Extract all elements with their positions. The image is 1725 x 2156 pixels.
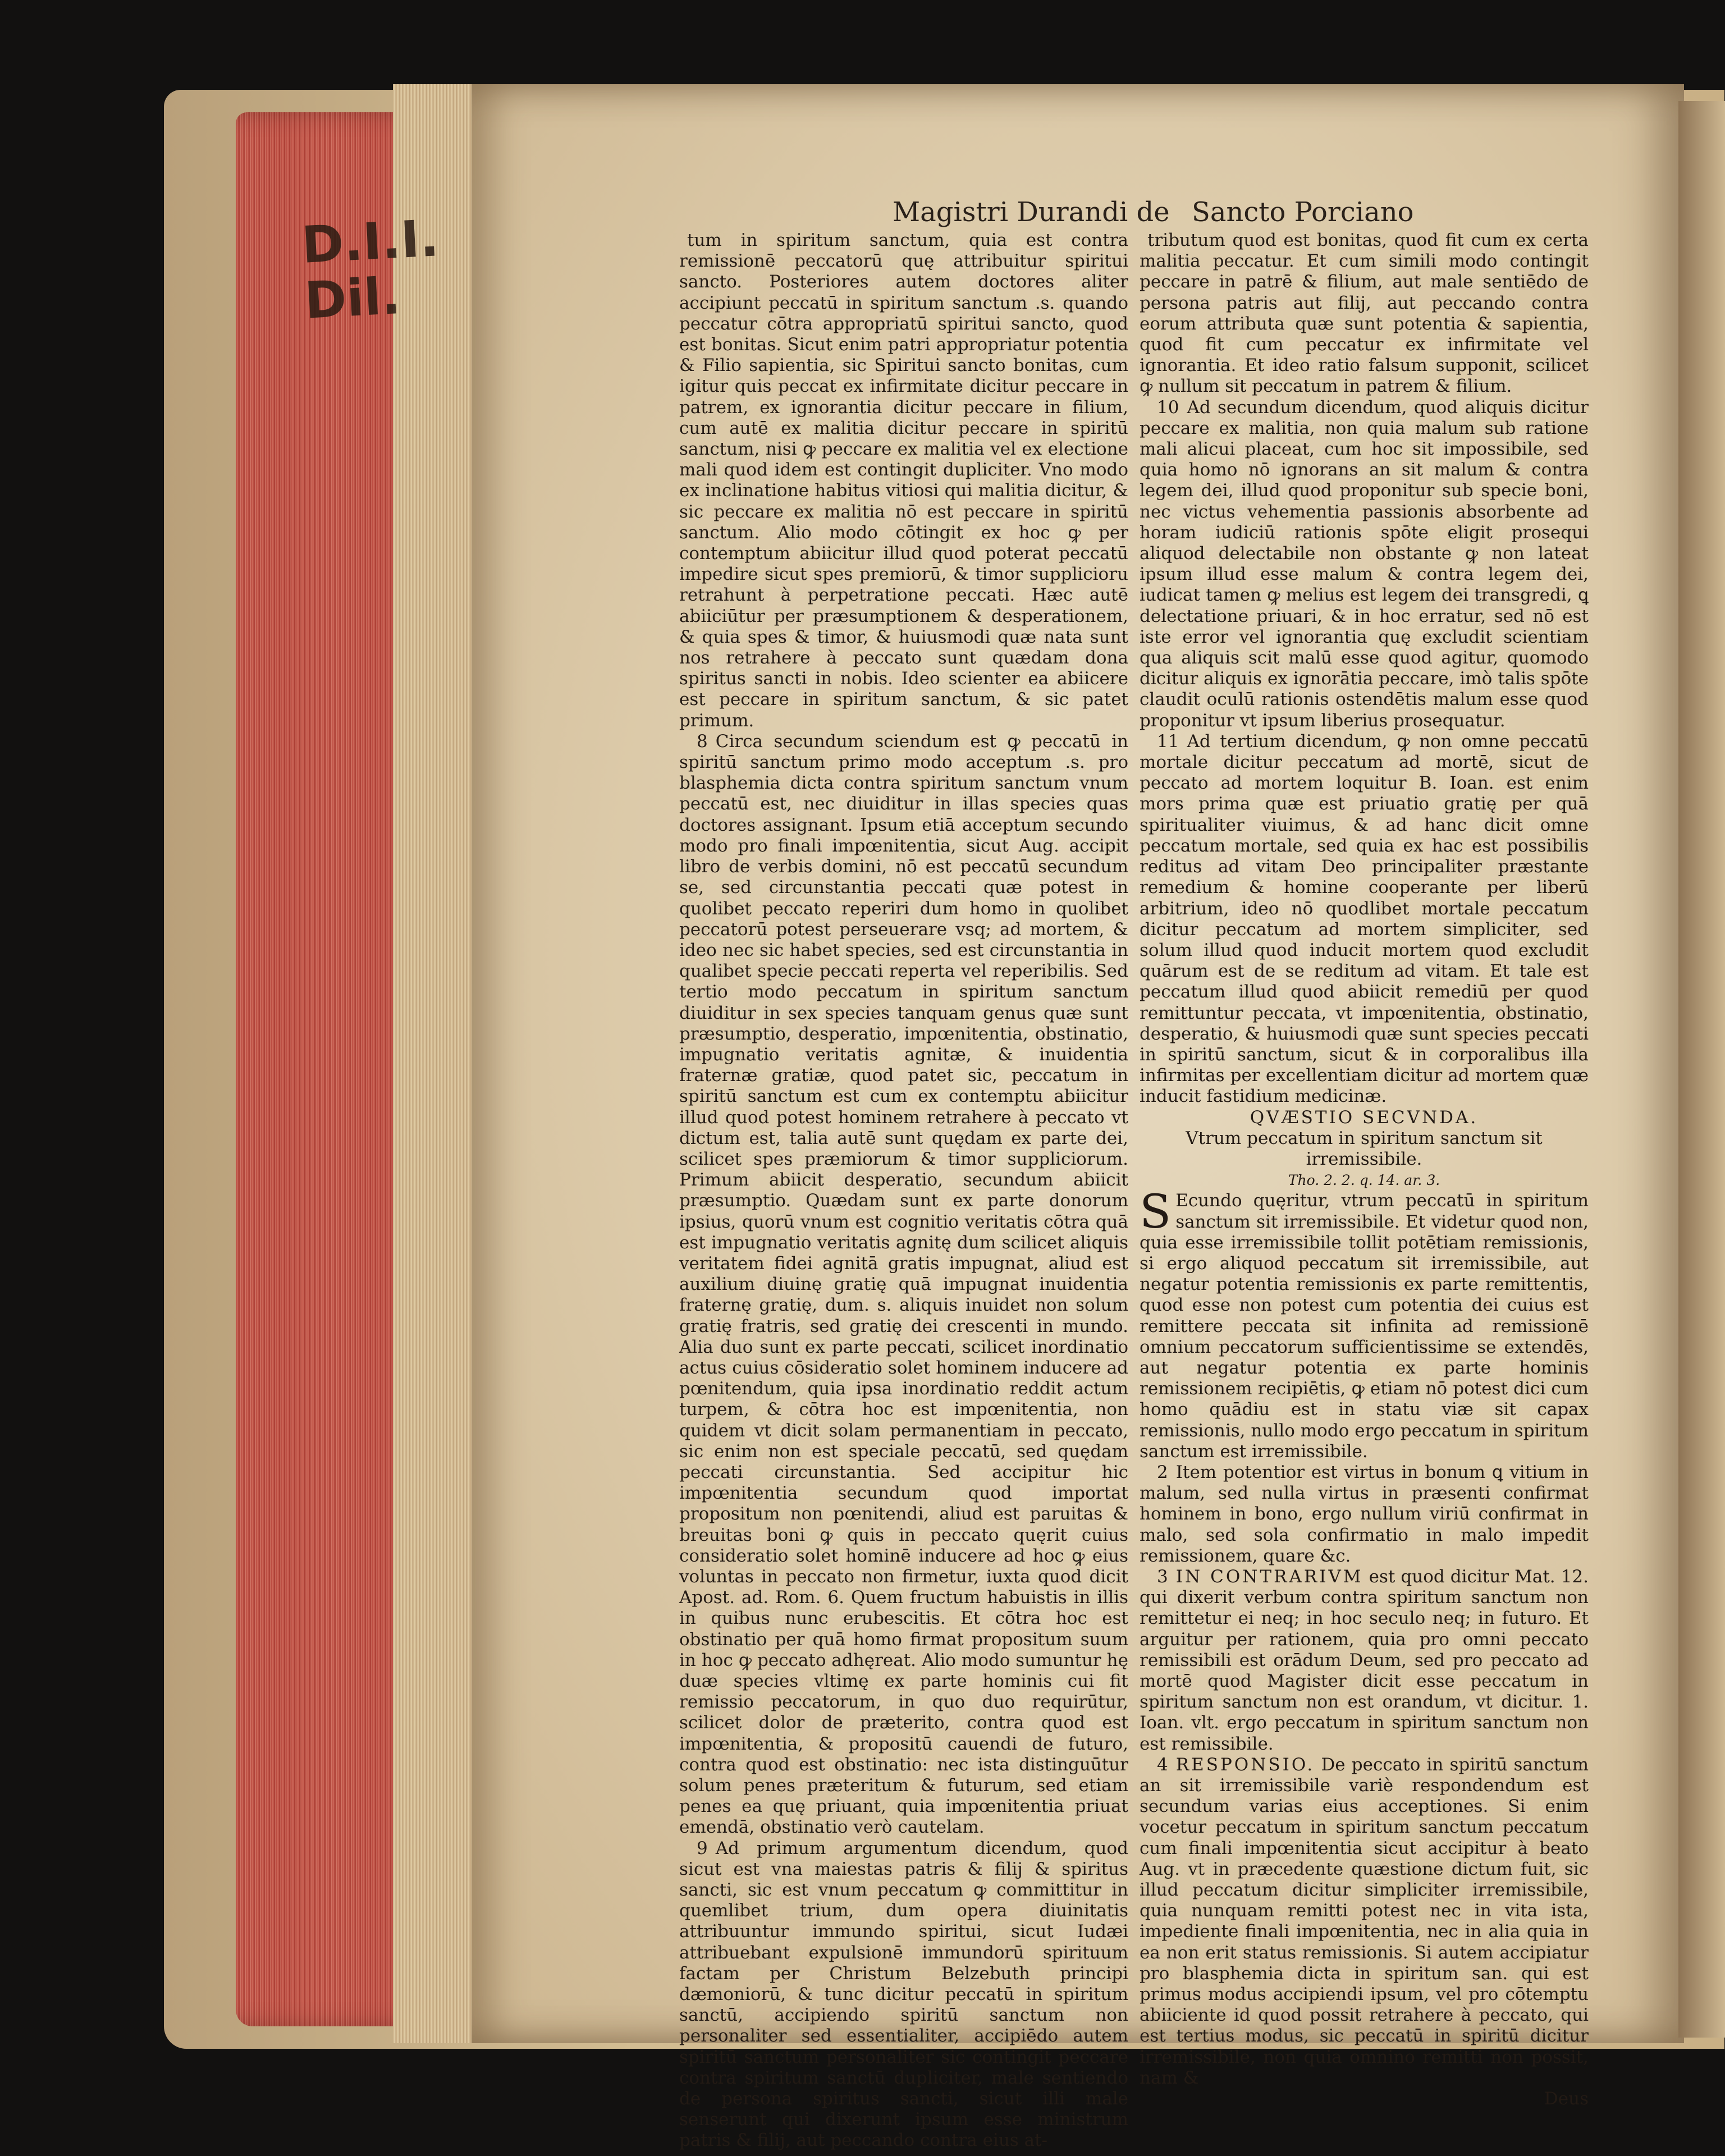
paragraph xyxy=(1140,1462,1589,1567)
handwritten-inscription: D.I.I. Dil. xyxy=(300,209,441,331)
catchword: Deus xyxy=(1544,2089,1589,2109)
paragraph-lead: RESPONSIO. xyxy=(1175,1754,1315,1775)
drop-cap: S xyxy=(1140,1185,1172,1239)
running-head-right: Sancto Porciano xyxy=(1191,196,1414,228)
paragraph xyxy=(1140,230,1589,397)
paragraph-text: Item potentior est virtus in bonum ꝗ vitium in malum, sed nulla virtus in præsenti confirmat hominem in bono, ergo nullum viriū confirmat in malo, sed sola confirmatio in malo impedit remissionem, quare &c. xyxy=(1140,1462,1589,1566)
paragraph-text: Ad tertium dicendum, ꝙ non omne peccatū mortale dicitur peccatum ad mortē, sicut de peccato ad mortem loquitur B. Ioan. est enim mors prima quæ est priuatio gratię per quā spiritualiter viuimus, & ad hanc dicit omne peccatum mortale, sed quia ex hac est possibilis reditus ad vitam Deo principaliter præstante remedium & homine cooperante per liberū arbitrium, ideo nō quodlibet mortale peccatum dicitur peccatum ad mortem simpliciter, sed solum illud quod inducit mortem quod excludit quārum est de se reditum ad vitam. Et tale est peccatum illud quod abiicit remediū per quod remittuntur peccata, vt impœnitentia, obstinatio, desperatio, & huiusmodi quæ sunt species peccati in spiritū sanctum, sicut & in corporalibus illa infirmitas per excellentiam dicitur ad mortem quæ inducit fastidium medicinæ. xyxy=(1140,731,1589,1107)
facing-page-edge xyxy=(1678,101,1725,2038)
page-edges xyxy=(393,84,483,2043)
running-head xyxy=(893,196,1414,228)
paragraph-number: 4 xyxy=(1157,1754,1168,1775)
paragraph xyxy=(679,731,1128,1838)
paragraph-text: Ad secundum dicendum, quod aliquis dicitur peccare ex malitia, non quia malum sub ratione mali alicui placeat, cum hoc sit impossibile, sed quia homo nō ignorans an sit malum & contra legem dei, illud quod proponitur sub specie boni, nec victus vehementia passionis absorbente ad horam iudiciū rationis spōte eligit prosequi aliquod delectabile non obstante ꝙ non lateat ipsum illud esse malum & contra legem dei, iudicat tamen ꝙ melius est legem dei transgredi, ꝗ delectatione priuari, & in hoc erratur, sed nō est iste error vel ignorantia quę excludit scientiam qua aliquis scit malū esse quod agitur, quomodo dicitur aliquis ex ignorātia peccare, imò talis spōte claudit oculū rationis ostendētis malum esse quod proponitur vt ipsum liberius prosequatur. xyxy=(1140,397,1589,731)
paragraph xyxy=(1140,731,1589,1107)
running-head-left: Magistri Durandi de xyxy=(893,196,1170,228)
paragraph-number: 9 xyxy=(697,1838,708,1859)
paragraph-number: 10 xyxy=(1157,397,1179,418)
paragraph-text: De peccato in spiritū sanctum an sit irremissibile variè respondendum est secundum varias eius acceptiones. Si enim vocetur peccatum in spiritum sanctum peccatum cum finali impœnitentia sicut accipitur à beato Aug. vt in præcedente quæstione dictum fuit, sic illud peccatum dicitur simpliciter irremissibile, quia nunquam remitti potest nec in vita ista, impediente finali impœnitentia, nec in alia quia in ea non erit status remissionis. Si autem accipiatur pro blasphemia dicta in spiritum san. qui est primus modus accipiendi ipsum, vel pro cōtemptu abiiciente id quod possit retrahere à peccato, qui est tertius modus, sic peccatū in spiritū dicitur irremissibile, non quia omnino remitti non possit, nam & xyxy=(1140,1754,1589,2088)
paragraph-number: 3 xyxy=(1157,1567,1168,1587)
question-reference: Tho. 2. 2. q. 14. ar. 3. xyxy=(1288,1172,1440,1189)
paragraph xyxy=(1140,1567,1589,1755)
paragraph xyxy=(1140,397,1589,731)
paragraph-number: 8 xyxy=(697,731,708,752)
paragraph-number: 2 xyxy=(1157,1462,1168,1482)
right-column xyxy=(1140,230,1589,2109)
paragraph-text: Ecundo quęritur, vtrum peccatū in spiritum sanctum sit irremissibile. Et videtur quod non, quia esse irremissibile tollit potētiam remissionis, si ergo aliquod peccatum sit irremissibile, aut negatur potentia remissionis ex parte remittentis, quod esse non potest cum potentia dei cuius est remittere peccata sit infinita ad remissionē omnium peccatorum sufficientissime se extendēs, aut negatur potentia ex parte hominis remissionem recipiētis, ꝙ etiam nō potest dici cum homo quādiu est in statu viæ sit capax remissionis, nullo modo ergo peccatum in spiritum sanctum est irremissibile. xyxy=(1140,1191,1589,1462)
paragraph-text: Circa secundum sciendum est ꝙ peccatū in spiritū sanctum primo modo acceptum .s. pro blasphemia dicta contra spiritum sanctum vnum peccatū est, nec diuiditur in illas species quas doctores assignant. Ipsum etiā acceptum secundo modo pro finali impœnitentia, sicut Aug. accipit libro de verbis domini, nō est peccatū secundum se, sed circunstantia peccati quæ potest in quolibet peccato reperiri dum homo in quolibet peccatorū potest perseuerare vsq; ad mortem, & ideo nec sic habet species, sed est circunstantia in qualibet specie peccati reperta vel reperibilis. Sed tertio modo peccatum in spiritum sanctum diuiditur in sex species tanquam genus quæ sunt præsumptio, desperatio, impœnitentia, obstinatio, impugnatio veritatis agnitæ, & inuidentia fraternæ gratiæ, quod patet sic, peccatum in spiritū sanctum est cum ex contemptu abiicitur illud quod potest hominem retrahere à peccato vt dictum est, talia autē sunt quędam ex parte dei, scilicet spes præmiorum & timor suppliciorum. Primum abiicit desperatio, secundum abiicit præsumptio. Quædam sunt ex parte donorum ipsius, quorū vnum est cognitio veritatis cōtra quā est impugnatio veritatis agnitę dum scilicet aliquis veritatem fidei agnitā gratis impugnat, aliud est auxilium diuinę gratię quā impugnat inuidentia fraternę gratię, dum. s. aliquis inuidet non solum gratię fratris, sed gratię dei crescenti in mundo. Alia duo sunt ex parte peccati, scilicet inordinatio actus cuius cōsideratio solet hominem inducere ad pœnitendum, quia ipsa inordinatio reddit actum turpem, & cōtra hoc est impœnitentia, non quidem vt dicit solam permanentiam in peccato, sic enim non est speciale peccatū, sed quędam peccati circunstantia. Sed accipitur hic impœnitentia secundum quod importat propositum non pœnitendi, aliud est paruitas & breuitas boni ꝙ quis in peccato quęrit cuius consideratio solet hominē inducere ad hoc ꝙ eius voluntas in peccato non firmetur, iuxta quod dicit Apost. ad. Rom. 6. Quem fructum habuistis in illis in quibus nunc erubescitis. Et cōtra hoc est obstinatio per quā homo firmat propositum suum in hoc ꝙ peccato adhęreat. Alio modo sumuntur hę duæ species vltimę ex parte hominis cui fit remissio peccatorum, in quo duo requirūtur, scilicet dolor de præterito, contra quod est impœnitentia, & propositū cauendi de futuro, contra quod est obstinatio: nec ista distinguūtur solum penes præteritum & futurum, sed etiam penes ea quę priuant, quia impœnitentia priuat emendā, obstinatio verò cautelam. xyxy=(679,731,1128,1838)
paragraph-text: Ad primum argumentum dicendum, quod sicut est vna maiestas patris & filij & spiritus sancti, sic est vnum peccatum ꝙ committitur in quemlibet trium, dum opera diuinitatis attribuuntur immundo spiritui, sicut Iudæi attribuebant expulsionē immundorū spirituum factam per Christum Belzebuth principi dæmoniorū, & tunc dicitur peccatū in spiritum sanctū, accipiendo spiritū sanctum non personaliter sed essentialiter, accipiēdo autem spiritū sanctum personaliter sic contingit peccare contra spiritum sanctū dupliciter, male sentiendo de persona spiritus sancti, sicut illi male senserunt qui dixerunt ipsum esse ministrum patris & filij, aut peccando contra eius at- xyxy=(679,1838,1128,2151)
question-heading: QVÆSTIO SECVNDA. xyxy=(1250,1107,1479,1128)
left-column xyxy=(679,230,1128,2152)
paragraph xyxy=(1140,1185,1589,1462)
paragraph-text: tum in spiritum sanctum, quia est contra remissionē peccatorū quę attribuitur spiritui sancto. Posteriores autem doctores aliter accipiunt peccatū in spiritum sanctum .s. quando peccatur cōtra appropriatū spiritui sancto, quod est bonitas. Sicut enim patri appropriatur potentia & Filio sapientia, sic Spiritui sancto bonitas, cum igitur quis peccat ex infirmitate dicitur peccare in patrem, ex ignorantia dicitur peccare in filium, cum autē ex malitia dicitur peccare in spiritū sanctum, nisi ꝙ peccare ex malitia vel ex electione mali quod idem est contingit dupliciter. Vno modo ex inclinatione habitus vitiosi qui malitia dicitur, & sic peccare ex malitia nō est peccare in spiritū sanctum. Alio modo cōtingit ex hoc ꝙ per contemptum abiicitur illud quod poterat peccatū impedire sicut spes premiorū, & timor supplicioru retrahunt à perpetratione peccati. Hæc autē abiiciūtur per præsumptionem & desperationem, & quia spes & timor, & huiusmodi quæ nata sunt nos retrahere à peccato sunt quædam dona spiritus sancti in nobis. Ideo scienter ea abiicere est peccare in spiritum sanctum, & sic patet primum. xyxy=(679,230,1128,731)
paragraph xyxy=(679,1838,1128,2152)
question-subtitle: Vtrum peccatum in spiritum sanctum sit irremissibile. xyxy=(1186,1128,1543,1169)
paragraph xyxy=(679,230,1128,731)
paragraph-number: 11 xyxy=(1157,731,1179,752)
paragraph-text: est quod dicitur Mat. 12. qui dixerit verbum contra spiritum sanctum non remittetur ei neq; in hoc seculo neq; in futuro. Et arguitur per rationem, quia pro omni peccato remissibili est orādum Deum, sed pro peccato ad mortē quod Magister dicit esse peccatum in spiritum sanctum non est orandum, vt dicitur. 1. Ioan. vlt. ergo peccatum in spiritum sanctum non est remissibile. xyxy=(1140,1567,1589,1754)
paragraph-lead: IN CONTRARIVM xyxy=(1175,1567,1363,1587)
paragraph xyxy=(1140,1755,1589,2089)
paragraph-text: tributum quod est bonitas, quod fit cum ex certa malitia peccatur. Et cum simili modo contingit peccare in patrē & filium, aut male sentiēdo de persona patris aut filij, aut peccando contra eorum attributa quæ sunt potentia & sapientia, quod fit cum peccatur ex infirmitate vel ignorantia. Et ideo ratio falsum supponit, scilicet ꝙ nullum sit peccatum in patrem & filium. xyxy=(1140,230,1589,397)
